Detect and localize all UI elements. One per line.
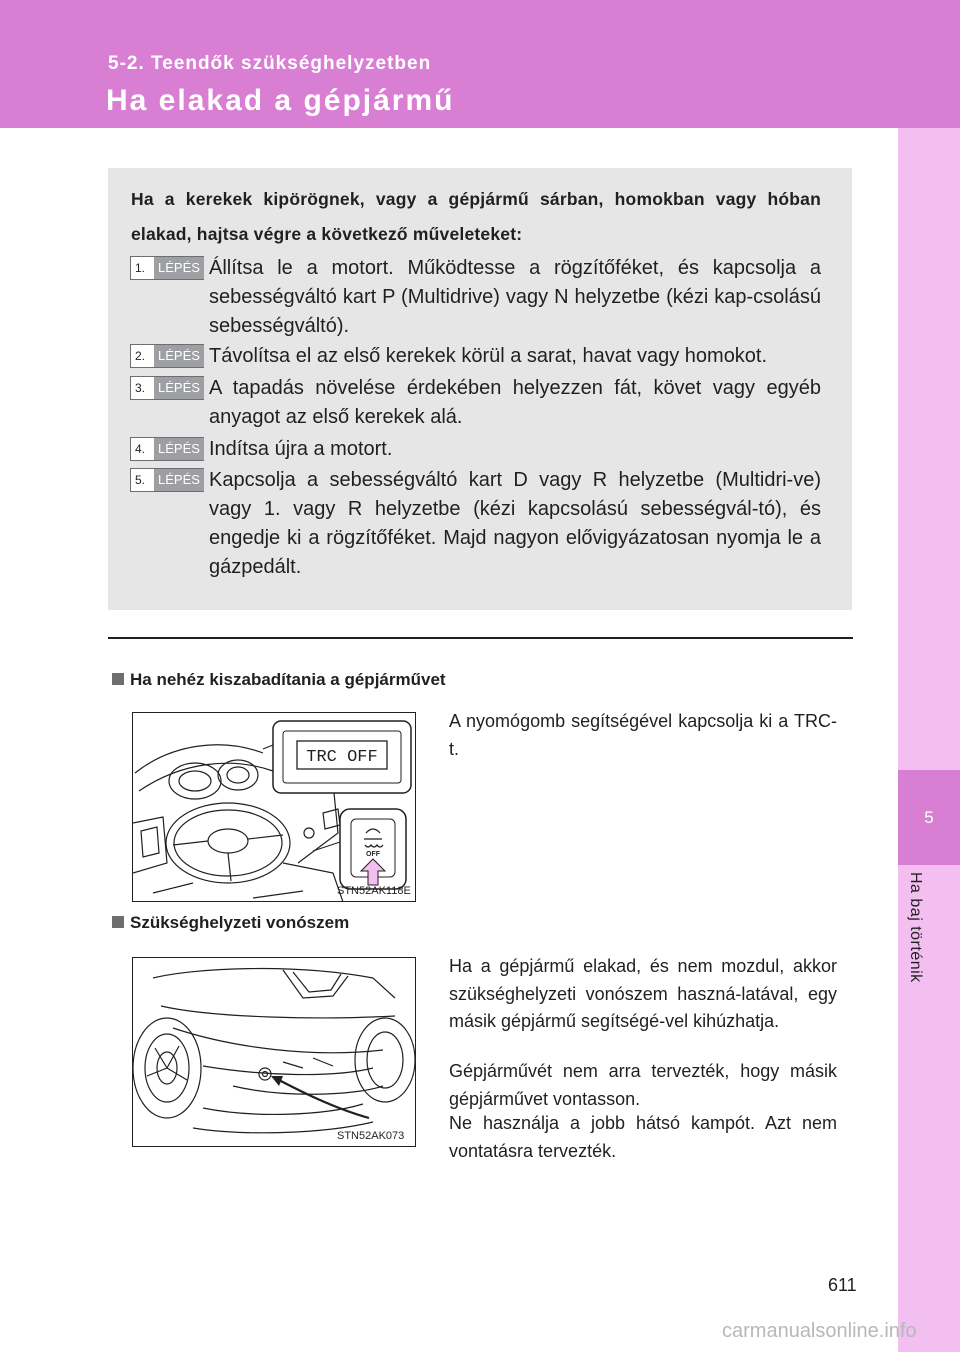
step-text-4: Indítsa újra a motort.: [209, 438, 393, 460]
section-label: 5-2. Teendők szükséghelyzetben: [108, 53, 432, 74]
figure-code: STN52AK118E: [337, 885, 411, 897]
page-title: Ha elakad a gépjármű: [106, 84, 455, 117]
subheading-trc: [112, 670, 446, 690]
trc-figure: [132, 712, 416, 902]
step-badge-1: [130, 256, 204, 280]
page-number: 611: [828, 1275, 857, 1295]
chapter-label: Ha baj történik: [907, 872, 924, 983]
towing-eyelet-figure: [132, 957, 416, 1147]
step-number: 5.: [135, 473, 146, 487]
watermark: carmanualsonline.info: [722, 1320, 917, 1342]
section-divider: [108, 637, 853, 639]
step-badge-4: [130, 437, 204, 461]
step-badge-3: [130, 376, 204, 400]
dashboard-illustration: [133, 713, 416, 902]
step-text-2: Távolítsa el az első kerekek körül a sarat, havat vagy homokot.: [209, 345, 768, 367]
figure-code: STN52AK073: [337, 1130, 405, 1142]
step-word: LÉPÉS: [154, 377, 204, 399]
towing-body-text-1: Ha a gépjármű elakad, és nem mozdul, akkor szükséghelyzeti vonószem haszná-latával, egy másik gépjármű segítségé-vel kihúzhatja.: [449, 956, 837, 1031]
side-tab-strip: [898, 128, 960, 770]
step-text-3: A tapadás növelése érdekében helyezzen fát, követ vagy egyéb anyagot az első kerekek alá.: [209, 377, 821, 428]
step-number: 2.: [135, 349, 146, 363]
subheading-text: Ha nehéz kiszabadítania a gépjárművet: [130, 670, 446, 689]
chapter-number: 5: [898, 770, 960, 865]
towing-body-text-2: Gépjárművét nem arra tervezték, hogy másik gépjárművet vontasson.: [449, 1061, 837, 1109]
square-bullet-icon: [112, 916, 124, 928]
step-number: 3.: [135, 381, 146, 395]
step-badge-5: [130, 468, 204, 492]
step-text-5: Kapcsolja a sebességváltó kart D vagy R helyzetbe (Multidri-ve) vagy 1. vagy R helyzetbe (kézi kapcsolású sebességvál-tó), és engedje ki a rögzítőféket. Majd nagyon elővigyázatosan nyomja le a gázpedált.: [209, 469, 821, 578]
trc-button-label: OFF: [366, 851, 380, 858]
trc-off-display-text: TRC OFF: [306, 748, 378, 767]
procedure-intro: Ha a kerekek kipörögnek, vagy a gépjármű sárban, homokban vagy hóban elakad, hajtsa végre a következő műveleteket:: [131, 189, 821, 244]
step-word: LÉPÉS: [154, 257, 204, 279]
towing-body-text-3: Ne használja a jobb hátsó kampót. Azt nem vontatásra tervezték.: [449, 1113, 837, 1161]
square-bullet-icon: [112, 673, 124, 685]
step-number: 1.: [135, 261, 146, 275]
trc-body-text: A nyomógomb segítségével kapcsolja ki a TRC-t.: [449, 711, 837, 759]
subheading-text: Szükséghelyzeti vonószem: [130, 913, 350, 932]
step-word: LÉPÉS: [154, 345, 204, 367]
subheading-towing-eyelet: [112, 913, 349, 933]
step-word: LÉPÉS: [154, 438, 204, 460]
step-text-1: Állítsa le a motort. Működtesse a rögzítőféket, és kapcsolja a sebességváltó kart P (Multidrive) vagy N helyzetbe (kézi kap-csolású sebességváltó).: [209, 257, 821, 337]
step-word: LÉPÉS: [154, 469, 204, 491]
vehicle-underside-illustration: [133, 958, 416, 1147]
step-badge-2: [130, 344, 204, 368]
step-number: 4.: [135, 442, 146, 456]
